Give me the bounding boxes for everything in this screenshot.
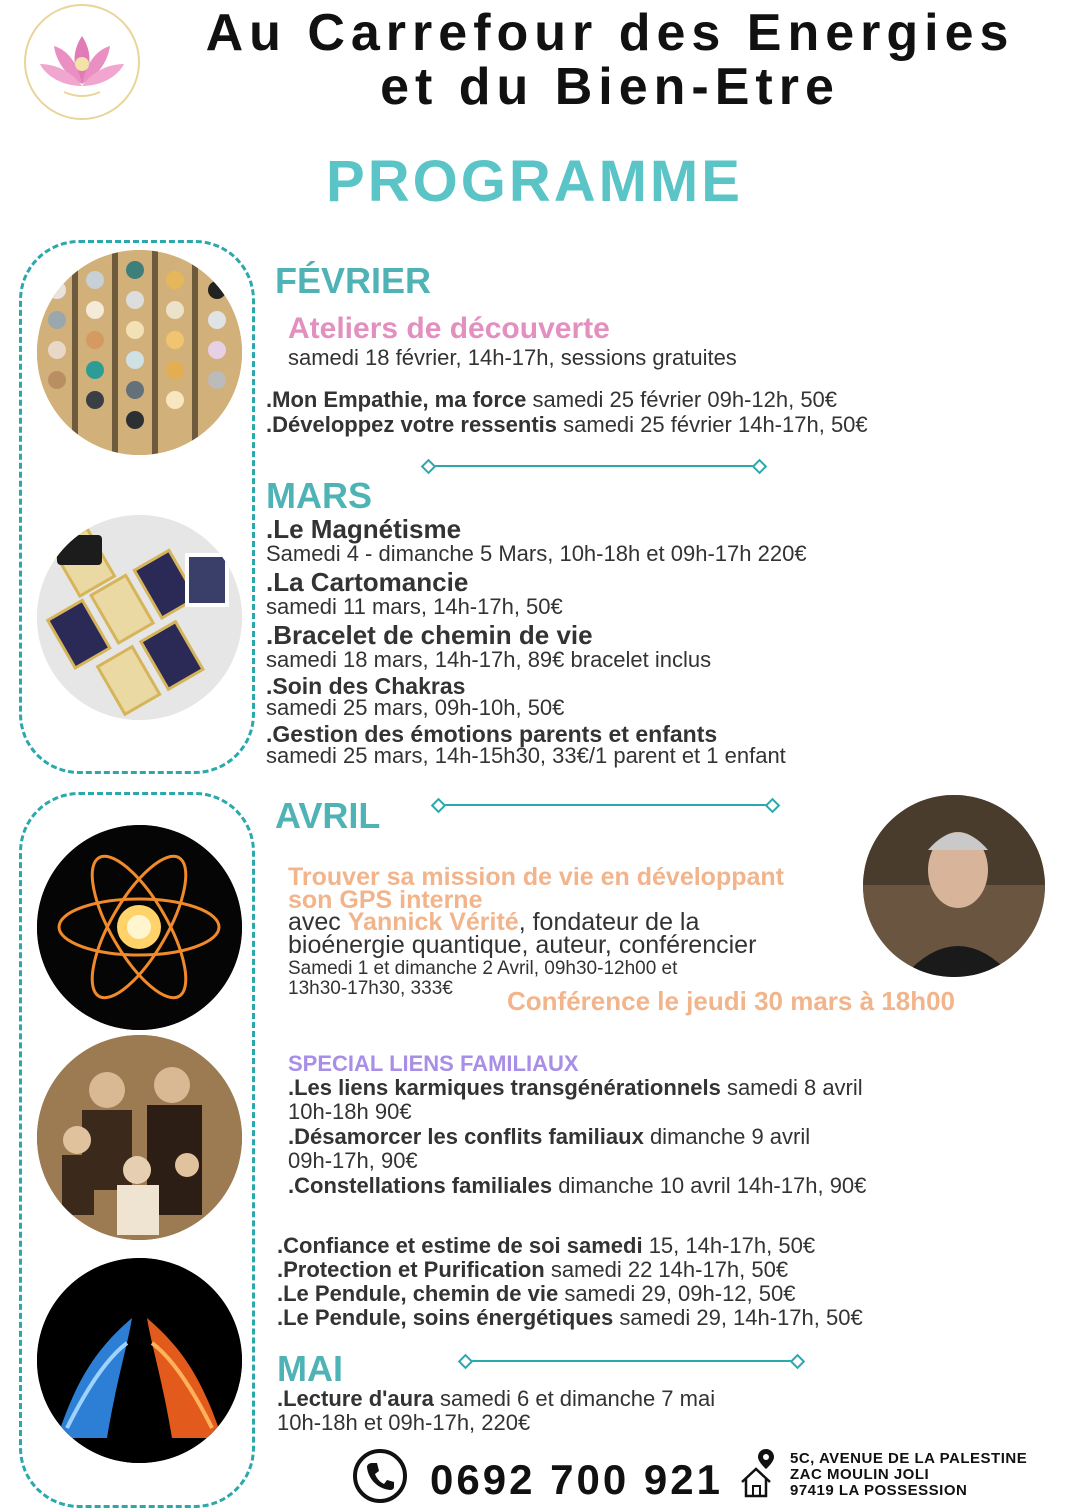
list-item-title: .Soin des Chakras xyxy=(266,673,466,699)
list-item-line2: 10h-18h et 09h-17h, 220€ xyxy=(277,1410,531,1435)
list-item-detail: samedi 25 mars, 14h-15h30, 33€/1 parent et 1 enfant xyxy=(266,743,786,768)
list-item: .Confiance et estime de soi samedi 15, 14h-17h, 50€ xyxy=(277,1233,816,1258)
family-photo-image xyxy=(37,1035,242,1240)
month-avril: AVRIL xyxy=(275,795,381,836)
special-title: SPECIAL LIENS FAMILIAUX xyxy=(288,1051,579,1076)
month-mai: MAI xyxy=(277,1348,343,1389)
avril-dates-line1: Samedi 1 et dimanche 2 Avril, 09h30-12h00 et xyxy=(288,958,678,979)
list-item: .Protection et Purification samedi 22 14h-17h, 50€ xyxy=(277,1257,789,1282)
list-item-title: .Gestion des émotions parents et enfants xyxy=(266,721,718,747)
home-icon xyxy=(738,1464,774,1500)
list-item: .Développez votre ressentis samedi 25 février 14h-17h, 50€ xyxy=(266,412,868,437)
avril-dates-line2: 13h30-17h30, 333€ xyxy=(288,978,453,999)
list-item-detail: samedi 18 mars, 14h-17h, 89€ bracelet inclus xyxy=(266,647,712,672)
list-item-detail: Samedi 4 - dimanche 5 Mars, 10h-18h et 09h-17h 220€ xyxy=(266,541,807,566)
list-item-line2: 10h-18h 90€ xyxy=(288,1099,412,1124)
month-fevrier: FÉVRIER xyxy=(275,260,432,301)
ateliers-detail: samedi 18 février, 14h-17h, sessions gratuites xyxy=(288,345,737,370)
speaker-portrait-image xyxy=(863,795,1045,977)
list-item: .Les liens karmiques transgénérationnels samedi 8 avril xyxy=(288,1075,863,1100)
phone-number[interactable]: 0692 700 921 xyxy=(430,1456,723,1503)
tarot-cards-image xyxy=(37,515,242,720)
speaker-line-2: bioénergie quantique, auteur, conférencier xyxy=(288,931,757,959)
list-item-title: .Bracelet de chemin de vie xyxy=(266,620,593,650)
title-line-2: et du Bien-Etre xyxy=(380,58,840,116)
list-item-detail: samedi 11 mars, 14h-17h, 50€ xyxy=(266,594,563,619)
list-item: .Désamorcer les conflits familiaux dimanche 9 avril xyxy=(288,1124,811,1149)
separator xyxy=(438,804,773,806)
location-pin-icon xyxy=(758,1449,774,1469)
mission-title-line2: son GPS interne xyxy=(288,886,483,914)
list-item: .Lecture d'aura samedi 6 et dimanche 7 mai xyxy=(277,1386,716,1411)
address-line-1: 5C, AVENUE DE LA PALESTINE xyxy=(790,1450,1028,1467)
list-item: .Le Pendule, chemin de vie samedi 29, 09h-12, 50€ xyxy=(277,1281,796,1306)
address-line-2: ZAC MOULIN JOLI xyxy=(790,1466,930,1483)
programme-heading: PROGRAMME xyxy=(326,149,743,214)
lotus-logo-icon xyxy=(24,4,140,120)
phone-icon xyxy=(352,1448,408,1504)
address-line-3: 97419 LA POSSESSION xyxy=(790,1482,968,1499)
month-mars: MARS xyxy=(266,475,372,516)
mission-title-line1: Trouver sa mission de vie en développant xyxy=(288,863,784,891)
list-item: .Le Pendule, soins énergétiques samedi 29, 14h-17h, 50€ xyxy=(277,1305,863,1330)
list-item-line2: 09h-17h, 90€ xyxy=(288,1148,418,1173)
speaker-line: avec Yannick Vérité, fondateur de la xyxy=(288,908,700,936)
fire-water-hands-image xyxy=(37,1258,242,1463)
list-item: .Constellations familiales dimanche 10 avril 14h-17h, 90€ xyxy=(288,1173,867,1198)
list-item-title: .La Cartomancie xyxy=(266,567,469,597)
separator xyxy=(428,465,760,467)
beads-image xyxy=(37,250,242,455)
ateliers-title: Ateliers de découverte xyxy=(288,312,610,345)
list-item-title: .Le Magnétisme xyxy=(266,514,462,544)
atom-image xyxy=(37,825,242,1030)
list-item: .Mon Empathie, ma force samedi 25 février 09h-12h, 50€ xyxy=(266,387,838,412)
list-item-detail: samedi 25 mars, 09h-10h, 50€ xyxy=(266,695,565,720)
conference-text: Conférence le jeudi 30 mars à 18h00 xyxy=(507,986,955,1016)
separator xyxy=(465,1360,798,1362)
title-line-1: Au Carrefour des Energies xyxy=(205,4,1015,62)
